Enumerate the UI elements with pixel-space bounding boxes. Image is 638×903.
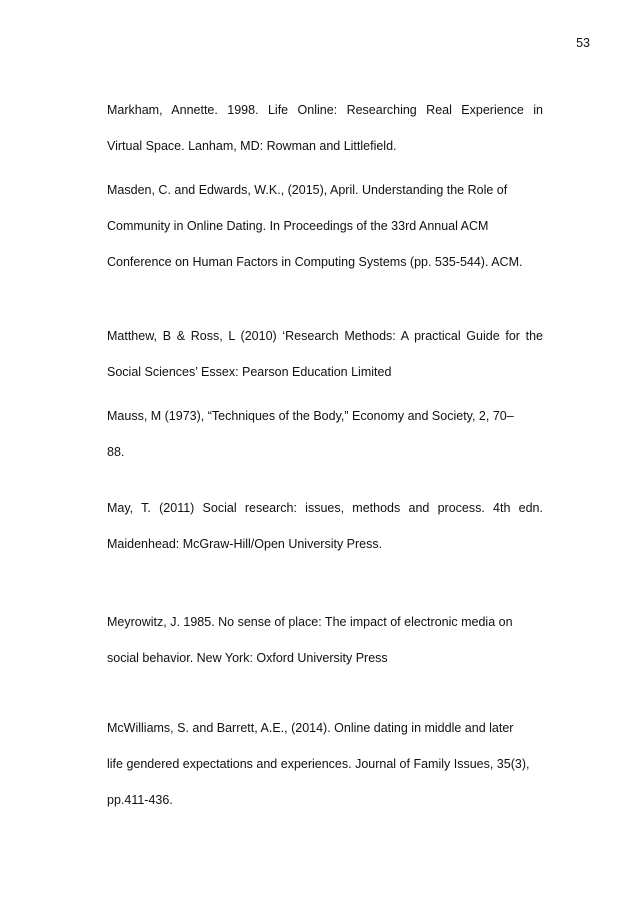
- reference-line: life gendered expectations and experiences. Journal of Family Issues, 35(3),: [107, 757, 530, 771]
- reference-line: Maidenhead: McGraw-Hill/Open University Press.: [107, 537, 383, 551]
- reference-line: Mauss, M (1973), “Techniques of the Body,” Economy and Society, 2, 70–: [107, 409, 514, 423]
- reference-line: Virtual Space. Lanham, MD: Rowman and Littlefield.: [107, 139, 397, 153]
- reference-line: Community in Online Dating. In Proceedings of the 33rd Annual ACM: [107, 219, 489, 233]
- reference-entry-markham: [107, 92, 543, 164]
- reference-line: Social Sciences’ Essex: Pearson Education Limited: [107, 365, 392, 379]
- reference-line: Conference on Human Factors in Computing Systems (pp. 535-544). ACM.: [107, 255, 523, 269]
- reference-line: Masden, C. and Edwards, W.K., (2015), April. Understanding the Role of: [107, 183, 508, 197]
- reference-entry-masden: [107, 172, 543, 280]
- reference-line: social behavior. New York: Oxford University Press: [107, 651, 388, 665]
- reference-entry-matthew: [107, 318, 543, 390]
- reference-entry-meyrowitz: [107, 604, 543, 676]
- reference-line: Matthew, B & Ross, L (2010) ‘Research Methods: A practical Guide for the: [107, 329, 543, 343]
- reference-line: 88.: [107, 445, 125, 459]
- reference-line: Meyrowitz, J. 1985. No sense of place: The impact of electronic media on: [107, 615, 513, 629]
- reference-line: May, T. (2011) Social research: issues, methods and process. 4th edn.: [107, 501, 543, 515]
- reference-line: McWilliams, S. and Barrett, A.E., (2014). Online dating in middle and later: [107, 721, 514, 735]
- reference-entry-mauss: [107, 398, 543, 470]
- reference-line: pp.411-436.: [107, 793, 173, 807]
- reference-entry-mcwilliams: [107, 710, 543, 818]
- reference-entry-may: [107, 490, 543, 562]
- page-number: 53: [576, 36, 590, 50]
- reference-line: Markham, Annette. 1998. Life Online: Researching Real Experience in: [107, 103, 543, 117]
